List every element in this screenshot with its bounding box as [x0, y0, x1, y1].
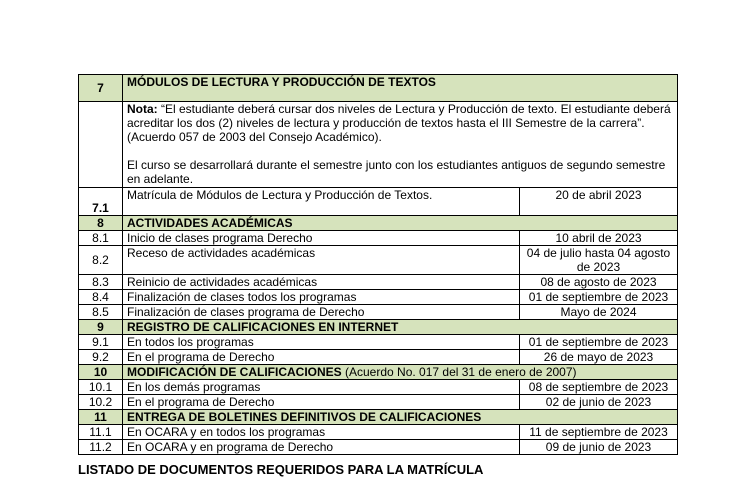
row-date: 11 de septiembre de 2023 — [520, 425, 678, 440]
table-row — [79, 440, 678, 455]
section-header-11 — [79, 410, 678, 425]
row-activity: En OCARA y en todos los programas — [123, 425, 520, 440]
row-activity: Finalización de clases todos los programas — [123, 290, 520, 305]
row-number: 7.1 — [79, 188, 123, 216]
row-date: 09 de junio de 2023 — [520, 440, 678, 455]
academic-calendar-table — [78, 74, 678, 455]
row-activity: En el programa de Derecho — [123, 395, 520, 410]
section-number: 7 — [79, 75, 123, 102]
section-number: 10 — [79, 365, 123, 380]
section-title: REGISTRO DE CALIFICACIONES EN INTERNET — [123, 320, 678, 335]
section-title-cell — [123, 365, 678, 380]
row-activity: Receso de actividades académicas — [123, 246, 520, 275]
table-row — [79, 395, 678, 410]
row-date: 08 de agosto de 2023 — [520, 275, 678, 290]
row-date: 08 de septiembre de 2023 — [520, 380, 678, 395]
section-header-8 — [79, 216, 678, 231]
section-title-suffix: (Acuerdo No. 017 del 31 de enero de 2007) — [341, 365, 577, 379]
table-row — [79, 425, 678, 440]
row-date: 26 de mayo de 2023 — [520, 350, 678, 365]
documents-list-heading: LISTADO DE DOCUMENTOS REQUERIDOS PARA LA MATRÍCULA — [78, 462, 484, 477]
row-activity: En todos los programas — [123, 335, 520, 350]
row-activity: Finalización de clases programa de Derecho — [123, 305, 520, 320]
row-number: 10.2 — [79, 395, 123, 410]
section-title: MODIFICACIÓN DE CALIFICACIONES — [127, 365, 342, 379]
row-number: 8.4 — [79, 290, 123, 305]
row-number: 8.1 — [79, 231, 123, 246]
row-number: 11.1 — [79, 425, 123, 440]
row-date: 01 de septiembre de 2023 — [520, 290, 678, 305]
row-activity: Matrícula de Módulos de Lectura y Producción de Textos. — [123, 188, 520, 216]
row-date: 04 de julio hasta 04 agosto de 2023 — [520, 246, 678, 275]
note-text: “El estudiante deberá cursar dos niveles de Lectura y Producción de texto. El estudiante deberá acreditar los dos (2) niveles de lectura y producción de textos hasta el III Semestre de la carrera”. (Acuerdo 057 de 2003 del Consejo Académico). — [127, 102, 671, 144]
row-number: 8.3 — [79, 275, 123, 290]
section-header-10 — [79, 365, 678, 380]
row-activity: En los demás programas — [123, 380, 520, 395]
empty-cell — [79, 102, 123, 188]
section-title: MÓDULOS DE LECTURA Y PRODUCCIÓN DE TEXTOS — [123, 75, 678, 102]
table-row — [79, 305, 678, 320]
table-row — [79, 188, 678, 216]
table-row — [79, 246, 678, 275]
row-activity: En el programa de Derecho — [123, 350, 520, 365]
table-row — [79, 350, 678, 365]
section-number: 8 — [79, 216, 123, 231]
table-row — [79, 275, 678, 290]
row-number: 9.1 — [79, 335, 123, 350]
note-row — [79, 102, 678, 188]
section-title: ACTIVIDADES ACADÉMICAS — [123, 216, 678, 231]
table-row — [79, 231, 678, 246]
row-number: 8.2 — [79, 246, 123, 275]
row-date: 02 de junio de 2023 — [520, 395, 678, 410]
note-label: Nota: — [127, 102, 158, 116]
row-number: 8.5 — [79, 305, 123, 320]
row-activity: En OCARA y en programa de Derecho — [123, 440, 520, 455]
section-header-7 — [79, 75, 678, 102]
row-number: 11.2 — [79, 440, 123, 455]
note-cell — [123, 102, 678, 188]
note-text-2: El curso se desarrollará durante el semestre junto con los estudiantes antiguos de segundo semestre en adelante. — [127, 158, 666, 186]
row-activity: Inicio de clases programa Derecho — [123, 231, 520, 246]
row-date: 20 de abril 2023 — [520, 188, 678, 216]
row-date: Mayo de 2024 — [520, 305, 678, 320]
row-number: 10.1 — [79, 380, 123, 395]
table-row — [79, 335, 678, 350]
table-row — [79, 380, 678, 395]
row-date: 10 abril de 2023 — [520, 231, 678, 246]
table-row — [79, 290, 678, 305]
section-title: ENTREGA DE BOLETINES DEFINITIVOS DE CALIFICACIONES — [123, 410, 678, 425]
section-header-9 — [79, 320, 678, 335]
row-date: 01 de septiembre de 2023 — [520, 335, 678, 350]
row-activity: Reinicio de actividades académicas — [123, 275, 520, 290]
section-number: 11 — [79, 410, 123, 425]
row-number: 9.2 — [79, 350, 123, 365]
section-number: 9 — [79, 320, 123, 335]
